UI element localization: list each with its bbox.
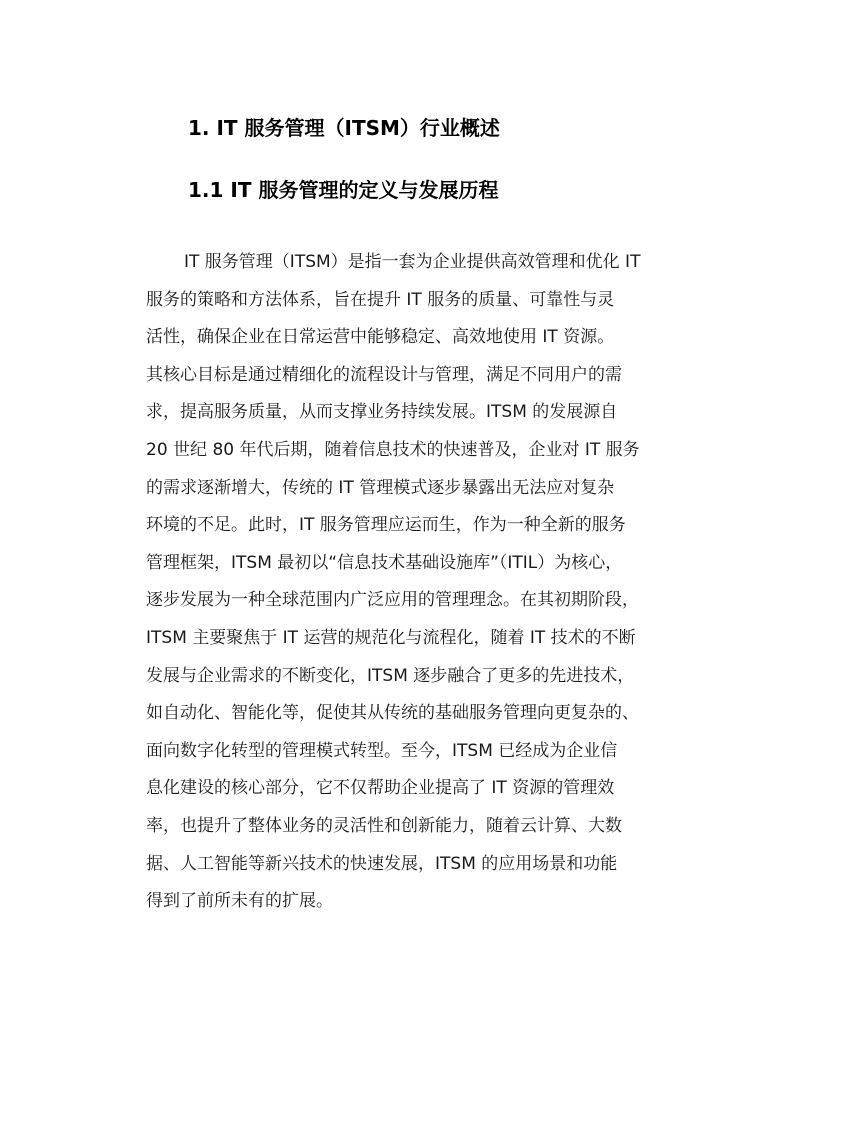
paragraph-line: 求，提高服务质量，从而支撑业务持续发展。ITSM 的发展源自: [146, 402, 618, 423]
paragraph-line: 的需求逐渐增大，传统的 IT 管理模式逐步暴露出无法应对复杂: [146, 477, 615, 498]
paragraph-line: 面向数字化转型的管理模式转型。至今，ITSM 已经成为企业信: [146, 740, 618, 761]
paragraph-line: 如自动化、智能化等，促使其从传统的基础服务管理向更复杂的、: [146, 703, 639, 724]
paragraph-line: 得到了前所未有的扩展。: [146, 891, 333, 912]
paragraph-line: 20 世纪 80 年代后期，随着信息技术的快速普及，企业对 IT 服务: [146, 439, 640, 460]
paragraph-line: IT 服务管理（ITSM）是指一套为企业提供高效管理和优化 IT: [184, 252, 641, 272]
section-heading: 1. IT 服务管理（ITSM）行业概述: [188, 116, 500, 140]
paragraph-line: 据、人工智能等新兴技术的快速发展，ITSM 的应用场景和功能: [146, 853, 618, 874]
paragraph-line: 息化建设的核心部分，它不仅帮助企业提高了 IT 资源的管理效: [146, 778, 615, 799]
paragraph-line: 逐步发展为一种全球范围内广泛应用的管理理念。在其初期阶段，: [146, 590, 639, 611]
paragraph-line: 其核心目标是通过精细化的流程设计与管理，满足不同用户的需: [146, 364, 622, 385]
paragraph-line: 服务的策略和方法体系，旨在提升 IT 服务的质量、可靠性与灵: [146, 289, 615, 310]
body-paragraph: [146, 244, 706, 921]
paragraph-line: 管理框架，ITSM 最初以“信息技术基础设施库”（ITIL）为核心，: [146, 552, 623, 573]
paragraph-line: 率，也提升了整体业务的灵活性和创新能力，随着云计算、大数: [146, 815, 622, 836]
paragraph-line: 活性，确保企业在日常运营中能够稳定、高效地使用 IT 资源。: [146, 327, 615, 348]
paragraph-line: 发展与企业需求的不断变化，ITSM 逐步融合了更多的先进技术，: [146, 665, 635, 686]
subsection-heading: 1.1 IT 服务管理的定义与发展历程: [188, 178, 499, 202]
paragraph-line: ITSM 主要聚焦于 IT 运营的规范化与流程化，随着 IT 技术的不断: [146, 627, 636, 648]
paragraph-line: 环境的不足。此时，IT 服务管理应运而生，作为一种全新的服务: [146, 515, 626, 536]
